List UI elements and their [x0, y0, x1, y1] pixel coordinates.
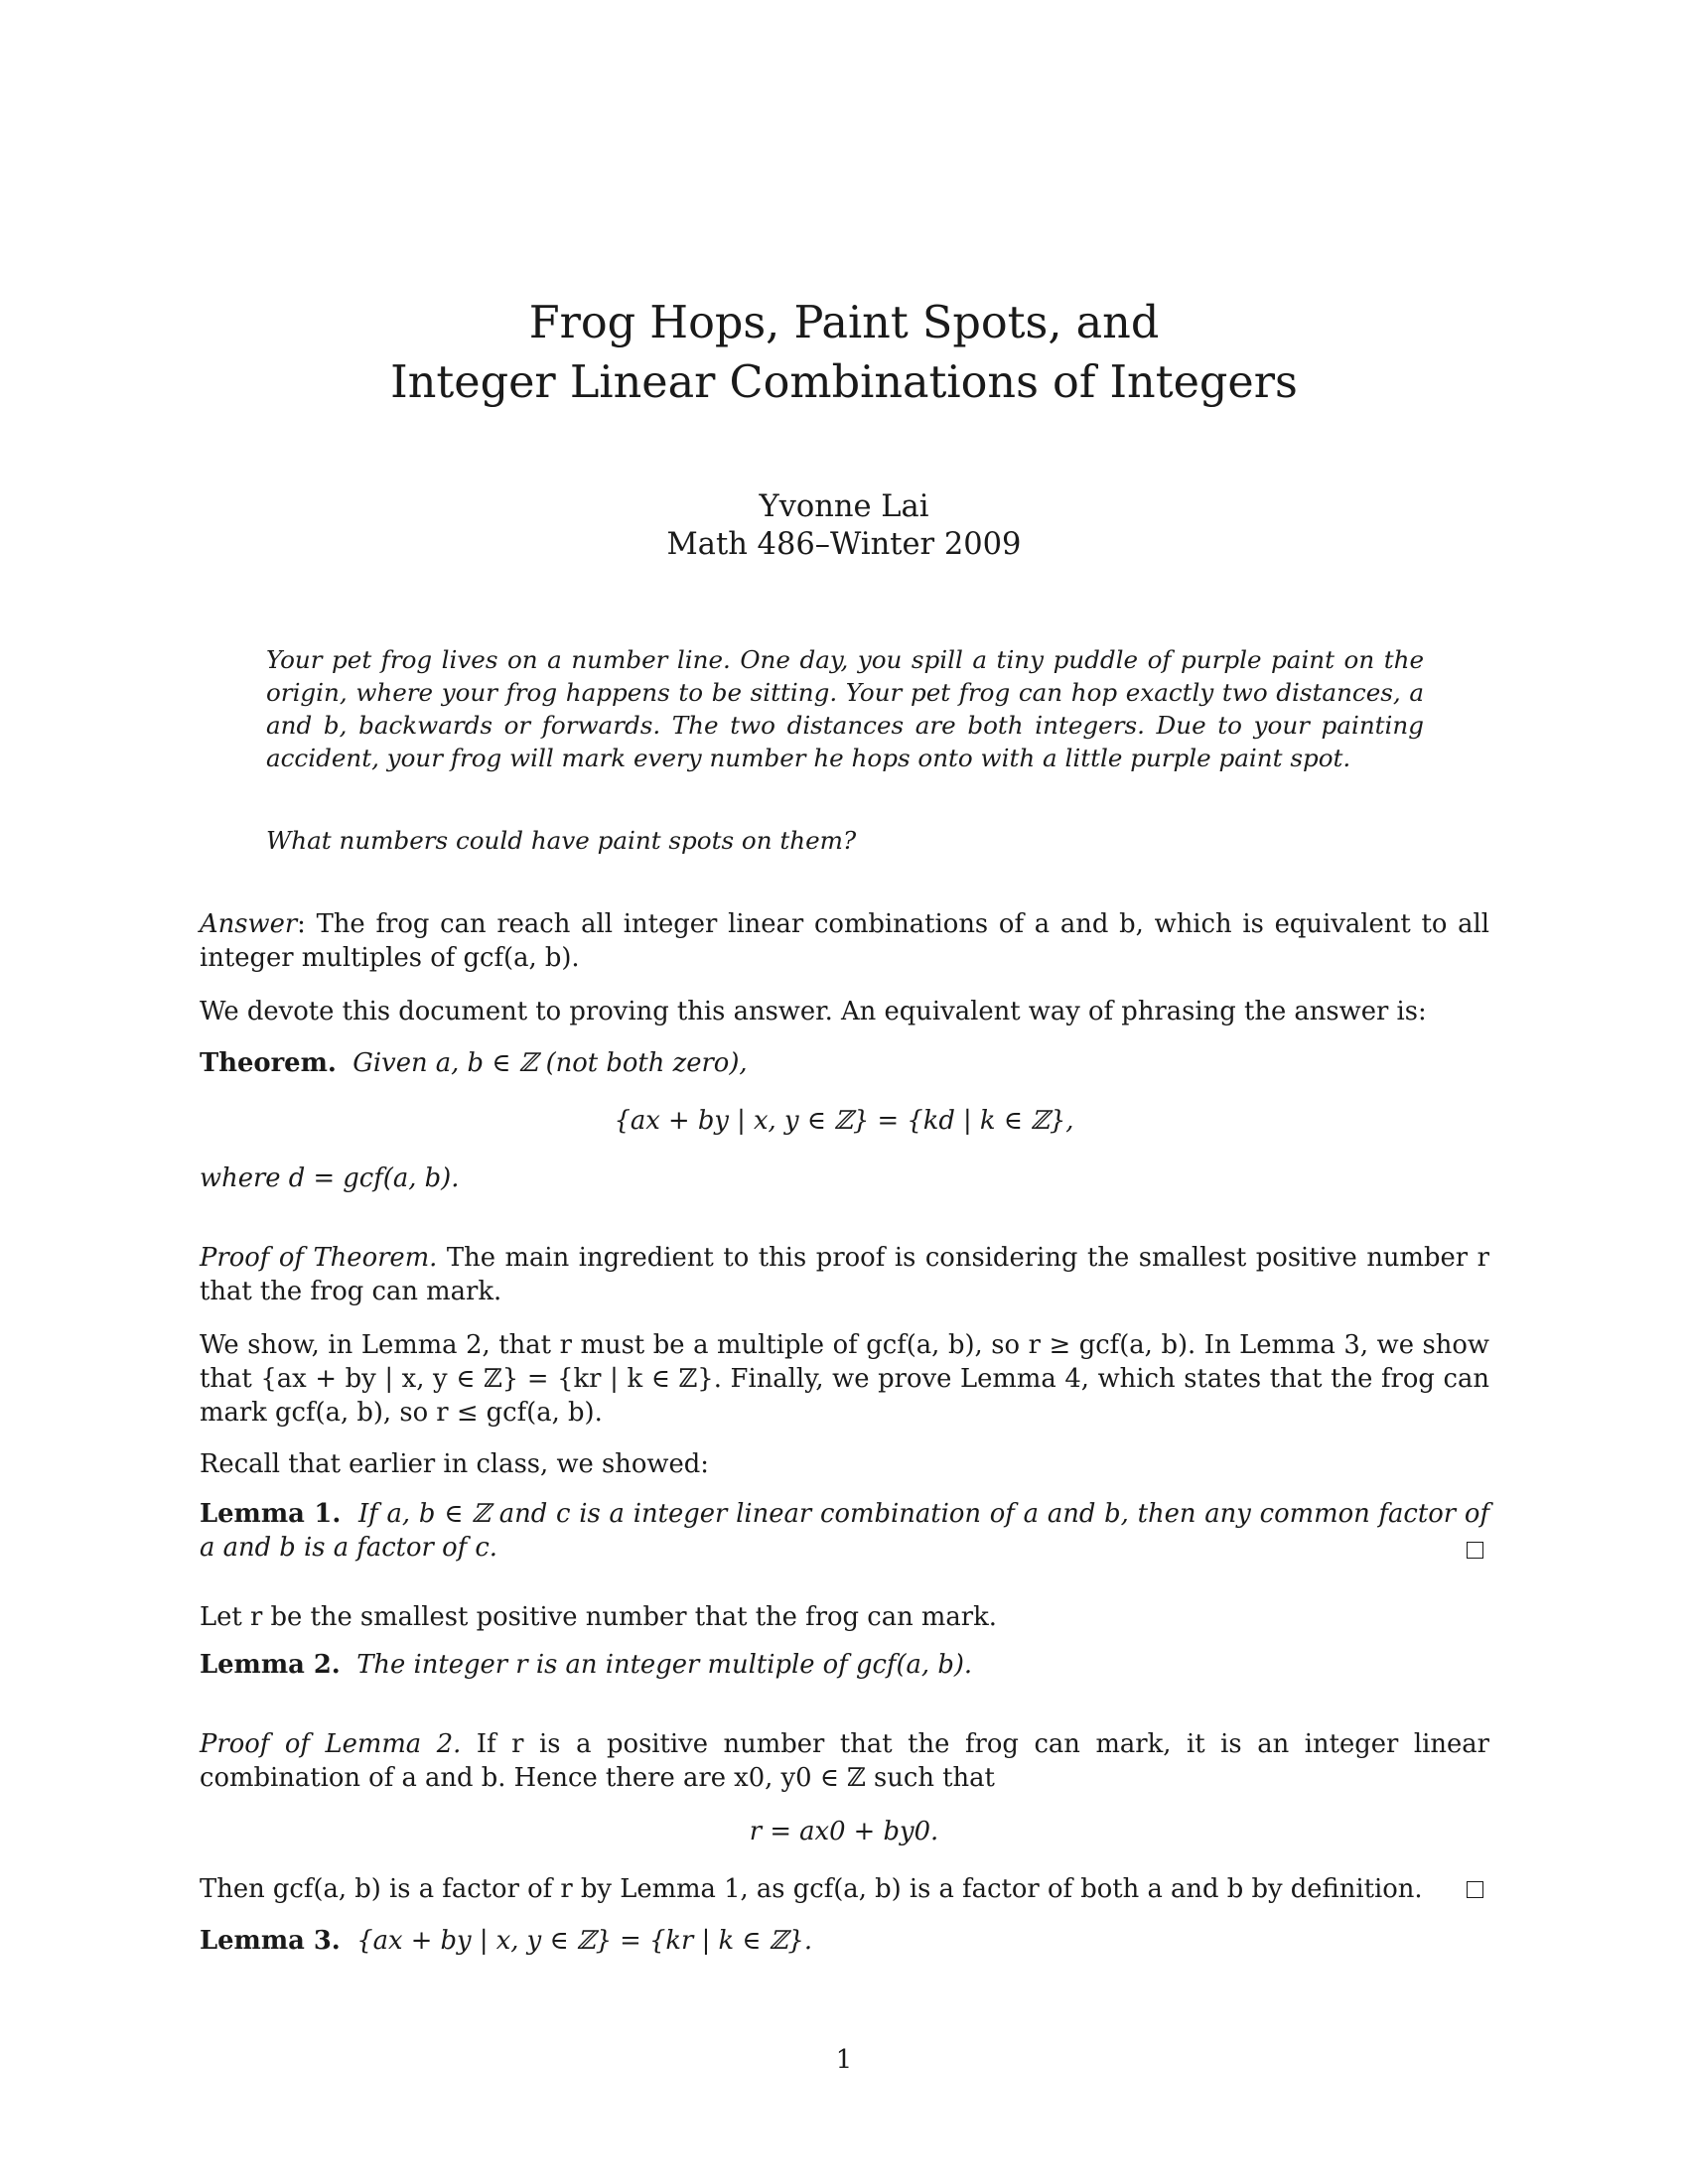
- course-info: Math 486–Winter 2009: [666, 527, 1022, 562]
- devote-paragraph: We devote this document to proving this answer. An equivalent way of phrasing the answer is:: [200, 997, 1427, 1026]
- title-line-2: Integer Linear Combinations of Integers: [390, 357, 1298, 408]
- answer-label: Answer: [200, 909, 298, 939]
- page-number: 1: [835, 2045, 853, 2075]
- theorem-where: where d = gcf(a, b).: [200, 1163, 460, 1193]
- theorem-statement: [200, 1046, 1489, 1080]
- theorem-equation: {ax + by | x, y ∈ ℤ} = {kd | k ∈ ℤ},: [614, 1106, 1074, 1136]
- let-r-paragraph: Let r be the smallest positive number that the frog can mark.: [200, 1602, 997, 1632]
- proof-lemma-2-conclusion: Then gcf(a, b) is a factor of r by Lemma 1, as gcf(a, b) is a factor of both a and b by definition.: [200, 1874, 1423, 1904]
- lemma-2-label: Lemma 2.: [200, 1650, 341, 1680]
- proof-outline: We show, in Lemma 2, that r must be a multiple of gcf(a, b), so r ≥ gcf(a, b). In Lemma 3, we show that {ax + by | x, y ∈ ℤ} = {kr | k ∈ ℤ}. Finally, we prove Lemma 4, which states that the frog can mark gcf(a, b), so r ≤ gcf(a, b).: [200, 1330, 1489, 1428]
- answer-paragraph: [200, 907, 1489, 975]
- lemma-2: [200, 1648, 1489, 1682]
- author-name: Yvonne Lai: [759, 489, 929, 524]
- qed-square-lemma-2: [1467, 1881, 1483, 1898]
- lemma-2-equation: r = ax0 + by0.: [749, 1817, 939, 1846]
- lemma-1-text: If a, b ∈ ℤ and c is a integer linear combination of a and b, then any common factor of a and b is a factor of c.: [200, 1499, 1489, 1563]
- proof-theorem-label: Proof of Theorem.: [200, 1243, 438, 1273]
- lemma-1: [200, 1497, 1489, 1565]
- proof-of-theorem: [200, 1241, 1489, 1308]
- answer-text: : The frog can reach all integer linear combinations of a and b, which is equivalent to all integer multiples of gcf(a, b).: [200, 909, 1489, 973]
- title-line-1: Frog Hops, Paint Spots, and: [528, 298, 1160, 348]
- lemma-1-label: Lemma 1.: [200, 1499, 342, 1529]
- author-block: [0, 488, 1688, 564]
- lemma-2-text: The integer r is an integer multiple of gcf(a, b).: [356, 1650, 973, 1680]
- lemma-3-label: Lemma 3.: [200, 1926, 341, 1956]
- theorem-label: Theorem.: [200, 1048, 337, 1078]
- proof-of-lemma-2: [200, 1727, 1489, 1795]
- qed-square-lemma-1: [1467, 1542, 1483, 1559]
- problem-statement: Your pet frog lives on a number line. One day, you spill a tiny puddle of purple paint on the origin, where your frog happens to be sitting. Your pet frog can hop exactly two distances, a and b, backwards or forwards. The two distances are both integers. Due to your painting accident, your frog will mark every number he hops onto with a little purple paint spot.: [266, 645, 1424, 772]
- proof-lemma-2-text: If r is a positive number that the frog can mark, it is an integer linear combination of a and b. Hence there are x0, y0 ∈ ℤ such that: [200, 1729, 1489, 1793]
- paper-title: [0, 294, 1688, 413]
- recall-paragraph: Recall that earlier in class, we showed:: [200, 1449, 709, 1479]
- proof-lemma-2-label: Proof of Lemma 2.: [200, 1729, 462, 1759]
- lemma-3: [200, 1924, 1489, 1958]
- theorem-text: Given a, b ∈ ℤ (not both zero),: [352, 1048, 748, 1078]
- problem-question: What numbers could have paint spots on them?: [266, 826, 857, 855]
- lemma-3-text: {ax + by | x, y ∈ ℤ} = {kr | k ∈ ℤ}.: [356, 1926, 813, 1956]
- proof-theorem-text: The main ingredient to this proof is considering the smallest positive number r that the frog can mark.: [200, 1243, 1490, 1306]
